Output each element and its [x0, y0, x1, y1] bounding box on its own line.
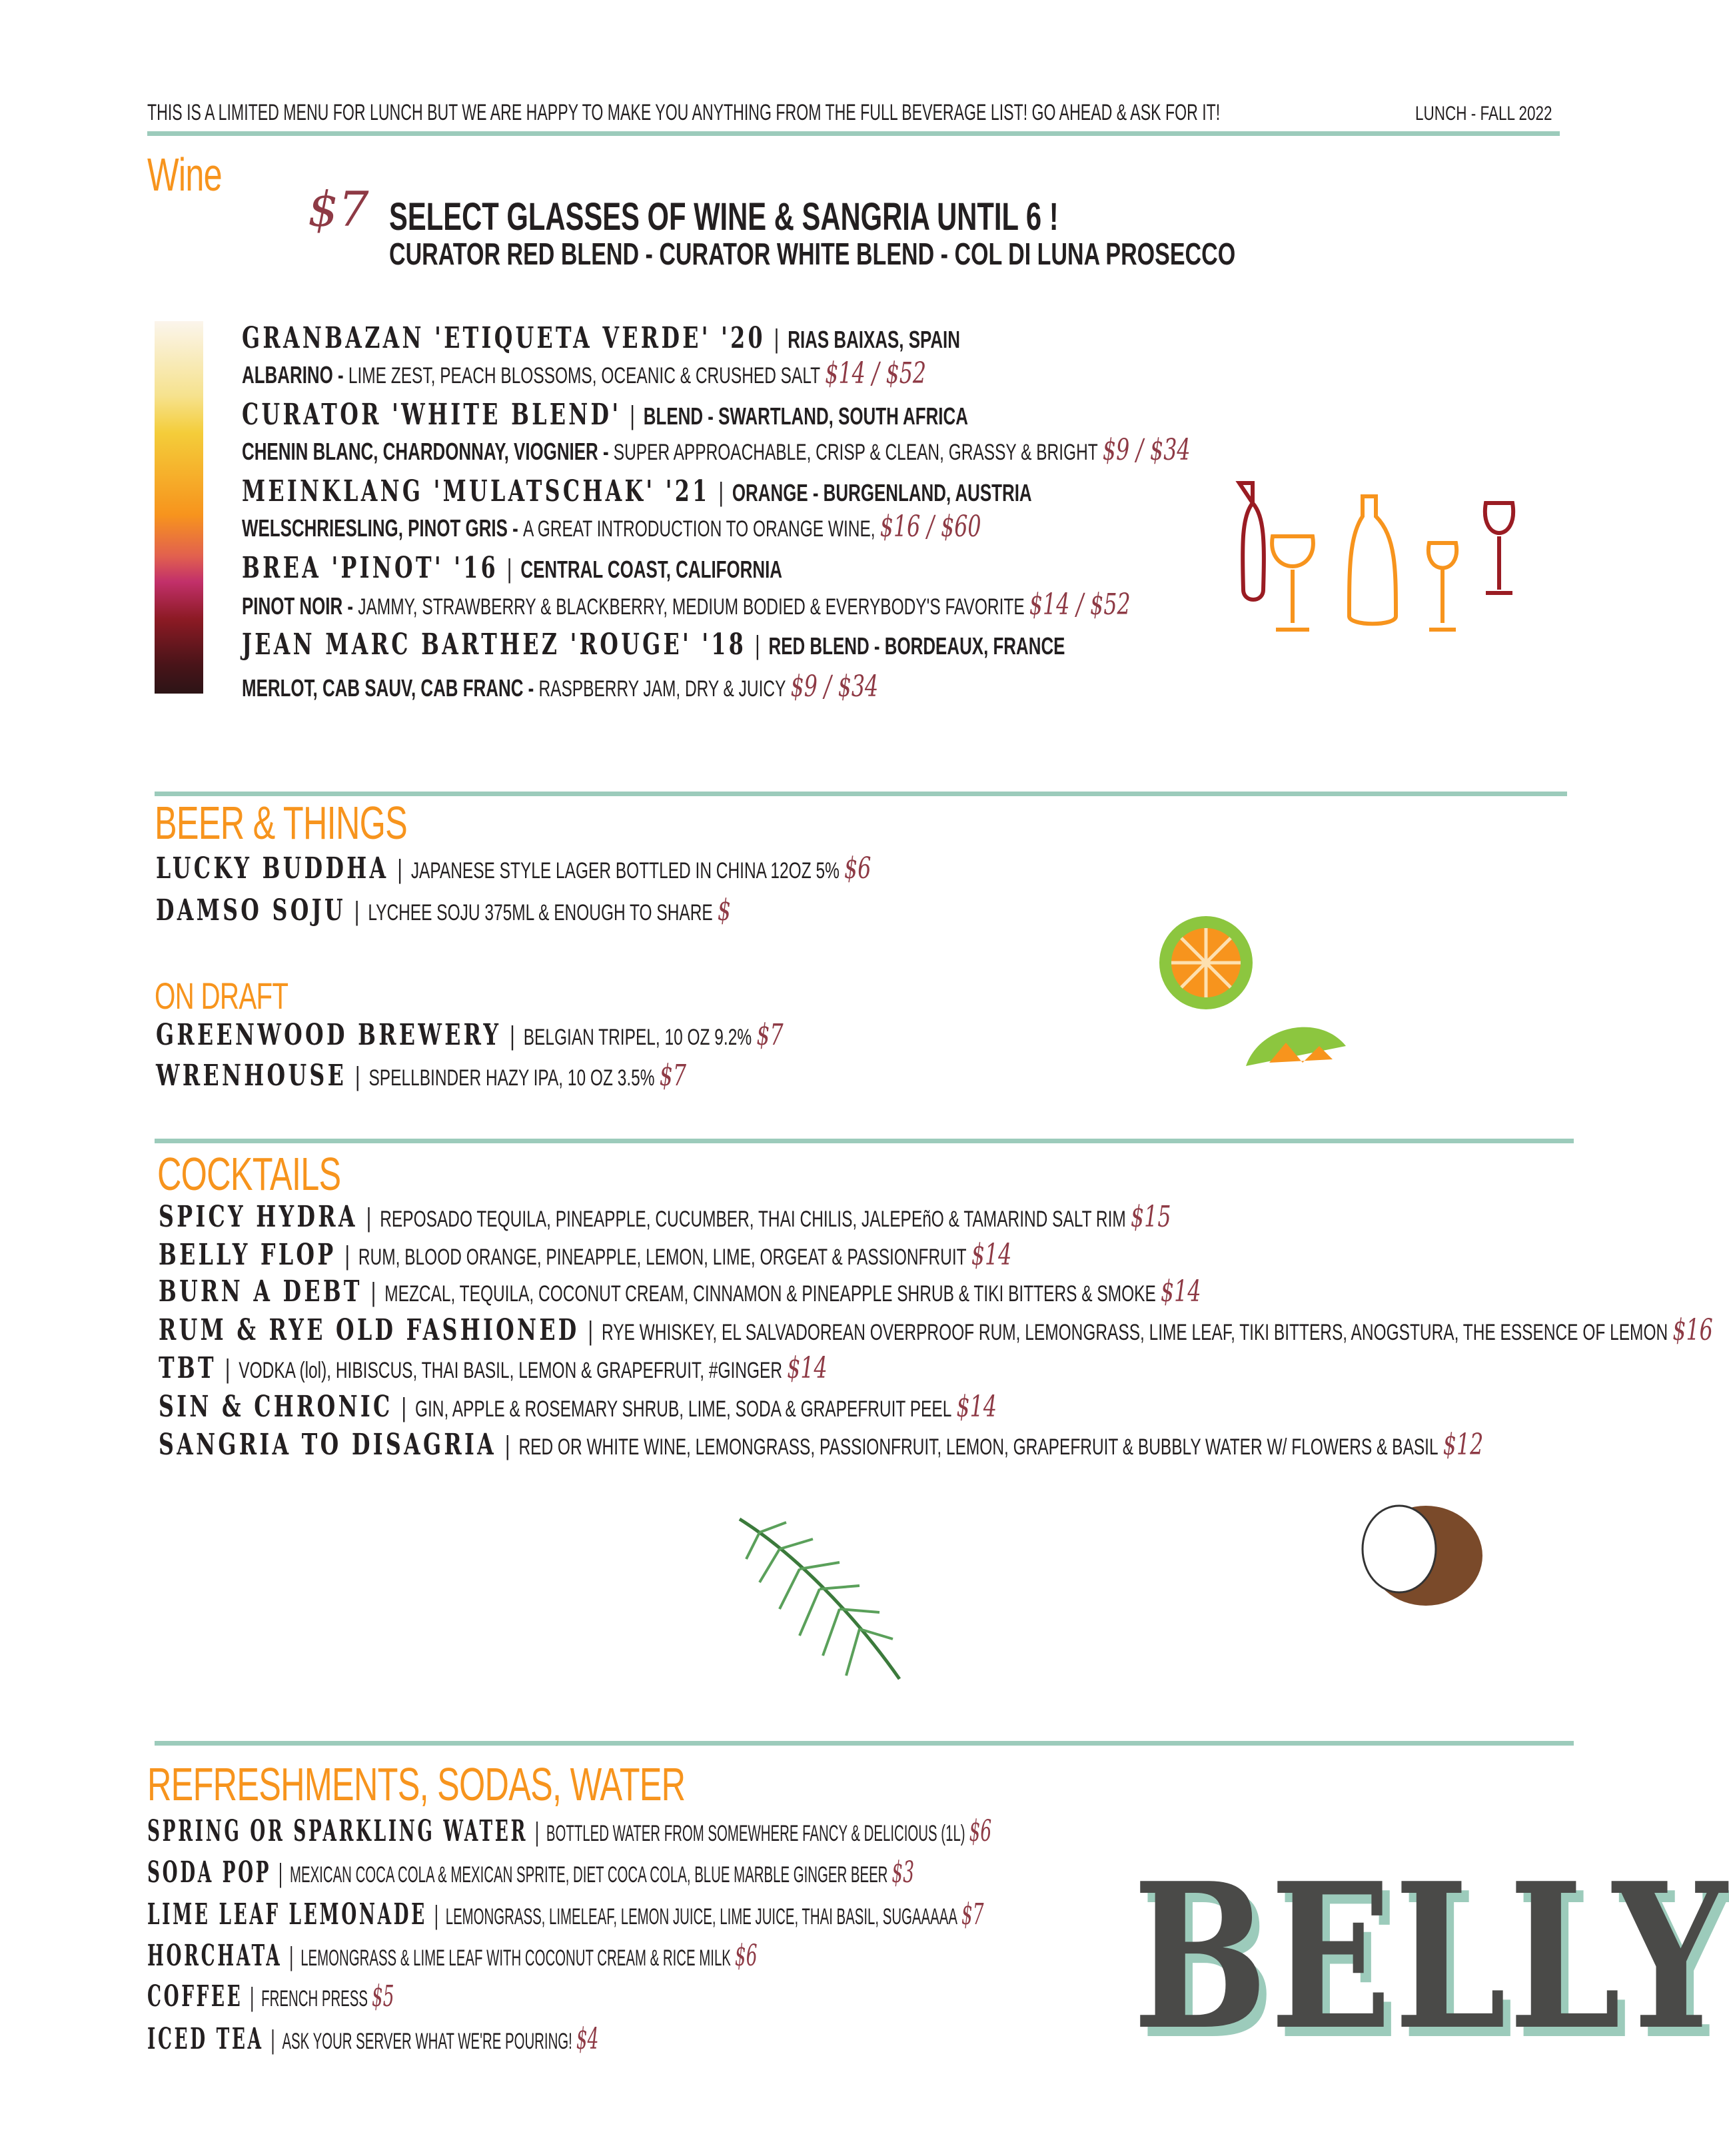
item-name: SODA POP: [147, 1856, 272, 1889]
menu-item: [156, 851, 871, 885]
item-description: FRENCH PRESS: [261, 1986, 368, 2011]
draft-title: ON DRAFT: [155, 975, 288, 1017]
wine-grape: WELSCHRIESLING, PINOT GRIS -: [242, 514, 518, 542]
item-description: LEMONGRASS, LIMELEAF, LEMON JUICE, LIME JUICE, THAI BASIL, SUGAAAAA: [445, 1904, 957, 1929]
item-name: HORCHATA: [147, 1939, 283, 1973]
separator: |: [718, 478, 724, 507]
menu-item: [159, 1275, 1201, 1309]
separator: |: [630, 401, 635, 430]
item-price: $7: [659, 1059, 687, 1093]
wine-region: RIAS BAIXAS, SPAIN: [788, 326, 960, 353]
separator: |: [289, 1942, 294, 1971]
separator: |: [510, 1021, 515, 1051]
separator: |: [278, 1859, 283, 1888]
beer-title: BEER & THINGS: [155, 797, 408, 849]
item-name: BELLY FLOP: [159, 1238, 336, 1272]
separator: |: [271, 2025, 275, 2055]
separator: |: [344, 1241, 350, 1271]
separator: |: [354, 897, 360, 926]
separator: |: [397, 855, 402, 884]
wine-price: $14 / $52: [1029, 588, 1131, 622]
item-name: TBT: [159, 1351, 217, 1385]
wine-description: A GREAT INTRODUCTION TO ORANGE WINE,: [522, 516, 875, 542]
menu-item: [147, 1814, 991, 1848]
special-list: CURATOR RED BLEND - CURATOR WHITE BLEND - COL DI LUNA PROSECCO: [389, 237, 1236, 271]
item-description: LYCHEE SOJU 375ML & ENOUGH TO SHARE: [368, 900, 713, 925]
menu-item: [156, 1059, 686, 1093]
season-label: LUNCH - FALL 2022: [1415, 103, 1552, 125]
menu-item: [159, 1390, 997, 1424]
item-name: SPRING OR SPARKLING WATER: [147, 1814, 528, 1848]
item-name: ICED TEA: [147, 2022, 264, 2056]
item-description: GIN, APPLE & ROSEMARY SHRUB, LIME, SODA & GRAPEFRUIT PEEL: [414, 1396, 952, 1422]
wine-price: $9 / $34: [1102, 433, 1191, 467]
wine-desc-line: [242, 588, 1131, 622]
belly-logo: BELLY: [1133, 1839, 1729, 2074]
item-price: $14: [971, 1238, 1012, 1272]
item-price: $15: [1131, 1200, 1171, 1234]
wine-desc-line: [242, 670, 878, 704]
item-price: $7: [961, 1897, 984, 1931]
item-price: $5: [372, 1979, 394, 2013]
item-description: RUM, BLOOD ORANGE, PINEAPPLE, LEMON, LIME, ORGEAT & PASSIONFRUIT: [358, 1245, 967, 1270]
wine-name-line: [242, 474, 1032, 508]
wine-description: JAMMY, STRAWBERRY & BLACKBERRY, MEDIUM BODIED & EVERYBODY'S FAVORITE: [358, 594, 1025, 620]
separator: |: [355, 1062, 360, 1091]
separator: |: [366, 1203, 372, 1233]
item-name: RUM & RYE OLD FASHIONED: [159, 1313, 580, 1347]
separator: |: [755, 631, 760, 660]
item-name: GREENWOOD BREWERY: [156, 1018, 502, 1052]
item-name: BURN A DEBT: [159, 1275, 362, 1309]
item-name: SIN & CHRONIC: [159, 1390, 393, 1424]
separator: |: [588, 1317, 594, 1346]
wine-region: ORANGE - BURGENLAND, AUSTRIA: [732, 479, 1032, 506]
wine-desc-line: [242, 510, 981, 544]
menu-item: [147, 1856, 914, 1889]
wine-grape: ALBARINO -: [242, 361, 344, 388]
wine-description: RASPBERRY JAM, DRY & JUICY: [538, 676, 786, 702]
menu-item: [156, 1018, 784, 1052]
item-description: BELGIAN TRIPEL, 10 OZ 9.2%: [523, 1025, 752, 1050]
separator: |: [225, 1354, 231, 1384]
wine-grape: PINOT NOIR -: [242, 592, 354, 620]
menu-item: [147, 2022, 598, 2056]
separator: |: [504, 1431, 510, 1460]
coconut-illustration: [1353, 1499, 1486, 1612]
item-name: COFFEE: [147, 1979, 243, 2013]
divider: [147, 131, 1560, 136]
item-name: LIME LEAF LEMONADE: [147, 1897, 427, 1931]
separator: |: [370, 1278, 376, 1307]
item-description: JAPANESE STYLE LAGER BOTTLED IN CHINA 12OZ 5%: [410, 858, 840, 883]
wine-grape: MERLOT, CAB SAUV, CAB FRANC -: [242, 674, 534, 702]
item-price: $3: [891, 1856, 915, 1889]
refresh-title: REFRESHMENTS, SODAS, WATER: [147, 1758, 686, 1810]
menu-item: [147, 1979, 394, 2013]
item-price: $7: [756, 1018, 784, 1052]
item-description: RED OR WHITE WINE, LEMONGRASS, PASSIONFRUIT, LEMON, GRAPEFRUIT & BUBBLY WATER W/ FLOWERS & BASIL: [518, 1434, 1439, 1460]
wine-name-line: [242, 551, 782, 585]
item-description: VODKA (lol), HIBISCUS, THAI BASIL, LEMON & GRAPEFRUIT, #GINGER: [239, 1358, 783, 1383]
wine-description: SUPER APPROACHABLE, CRISP & CLEAN, GRASSY & BRIGHT: [613, 440, 1098, 465]
wine-region: RED BLEND - BORDEAUX, FRANCE: [768, 632, 1065, 660]
item-description: SPELLBINDER HAZY IPA, 10 OZ 3.5%: [368, 1065, 655, 1091]
bottles-glasses-illustration: [1219, 476, 1532, 690]
wine-region: BLEND - SWARTLAND, SOUTH AFRICA: [643, 402, 968, 430]
special-price: $7: [308, 181, 369, 237]
separator: |: [506, 554, 512, 584]
menu-item: [147, 1897, 984, 1931]
menu-item: [159, 1238, 1011, 1272]
item-name: SANGRIA TO DISAGRIA: [159, 1428, 497, 1462]
wine-name: JEAN MARC BARTHEZ 'ROUGE' '18: [242, 628, 747, 662]
separator: |: [774, 324, 780, 354]
item-price: $6: [734, 1939, 758, 1973]
divider: [155, 1741, 1574, 1746]
item-price: $12: [1442, 1428, 1484, 1462]
wine-title: Wine: [147, 149, 222, 201]
wine-name-line: [242, 628, 1065, 662]
item-price: $6: [969, 1814, 992, 1848]
wine-name-line: [242, 321, 960, 355]
item-price: $4: [576, 2022, 599, 2056]
item-price: $16: [1672, 1313, 1713, 1347]
menu-item: [159, 1313, 1713, 1347]
menu-item: [159, 1428, 1483, 1462]
cocktails-title: COCKTAILS: [157, 1148, 341, 1200]
item-name: SPICY HYDRA: [159, 1200, 358, 1234]
wine-name: CURATOR 'WHITE BLEND': [242, 398, 622, 432]
item-description: RYE WHISKEY, EL SALVADOREAN OVERPROOF RUM, LEMONGRASS, LIME LEAF, TIKI BITTERS, ANOGSTURA, THE ESSENCE OF LEMON: [601, 1320, 1668, 1345]
item-name: WRENHOUSE: [156, 1059, 347, 1093]
wine-price: $16 / $60: [879, 510, 981, 544]
wine-color-gradient: [155, 321, 203, 694]
lime-illustration: [1153, 913, 1359, 1079]
wine-name-line: [242, 398, 968, 432]
wine-price: $9 / $34: [790, 670, 879, 704]
item-description: ASK YOUR SERVER WHAT WE'RE POURING!: [282, 2029, 572, 2054]
wine-desc-line: [242, 356, 926, 390]
item-name: LUCKY BUDDHA: [156, 851, 389, 885]
menu-item: [159, 1200, 1171, 1234]
wine-name: MEINKLANG 'MULATSCHAK' '21: [242, 474, 710, 508]
item-description: REPOSADO TEQUILA, PINEAPPLE, CUCUMBER, THAI CHILIS, JALEPEñO & TAMARIND SALT RIM: [380, 1207, 1126, 1232]
item-price: $14: [787, 1351, 828, 1385]
wine-price: $14 / $52: [825, 356, 927, 390]
wine-description: LIME ZEST, PEACH BLOSSOMS, OCEANIC & CRUSHED SALT: [348, 363, 821, 388]
menu-item: [159, 1351, 828, 1385]
item-price: $14: [1161, 1275, 1201, 1309]
wine-grape: CHENIN BLANC, CHARDONNAY, VIOGNIER -: [242, 438, 609, 465]
item-description: LEMONGRASS & LIME LEAF WITH COCONUT CREAM & RICE MILK: [300, 1945, 731, 1971]
item-description: MEZCAL, TEQUILA, COCONUT CREAM, CINNAMON & PINEAPPLE SHRUB & TIKI BITTERS & SMOKE: [384, 1281, 1156, 1307]
wine-name: BREA 'PINOT' '16: [242, 551, 498, 585]
item-name: DAMSO SOJU: [156, 893, 346, 927]
separator: |: [401, 1393, 406, 1422]
special-title: SELECT GLASSES OF WINE & SANGRIA UNTIL 6 !: [389, 195, 1059, 239]
header-notice: THIS IS A LIMITED MENU FOR LUNCH BUT WE ARE HAPPY TO MAKE YOU ANYTHING FROM THE FULL BEVERAGE LIST! GO AHEAD & ASK FOR IT!: [147, 100, 1221, 125]
item-price: $6: [844, 851, 871, 885]
item-description: MEXICAN COCA COLA & MEXICAN SPRITE, DIET COCA COLA, BLUE MARBLE GINGER BEER: [289, 1862, 888, 1887]
item-description: BOTTLED WATER FROM SOMEWHERE FANCY & DELICIOUS (1L): [546, 1821, 965, 1846]
menu-item: [156, 893, 731, 927]
palm-leaf-illustration: [733, 1512, 906, 1686]
wine-name: GRANBAZAN 'ETIQUETA VERDE' '20: [242, 321, 766, 355]
divider: [155, 1139, 1574, 1143]
separator: |: [534, 1818, 540, 1847]
separator: |: [434, 1901, 438, 1930]
item-price: $: [717, 893, 732, 927]
wine-region: CENTRAL COAST, CALIFORNIA: [520, 556, 783, 583]
wine-desc-line: [242, 433, 1191, 467]
separator: |: [250, 1983, 255, 2012]
menu-item: [147, 1939, 758, 1973]
item-price: $14: [956, 1390, 997, 1424]
divider: [155, 792, 1567, 796]
